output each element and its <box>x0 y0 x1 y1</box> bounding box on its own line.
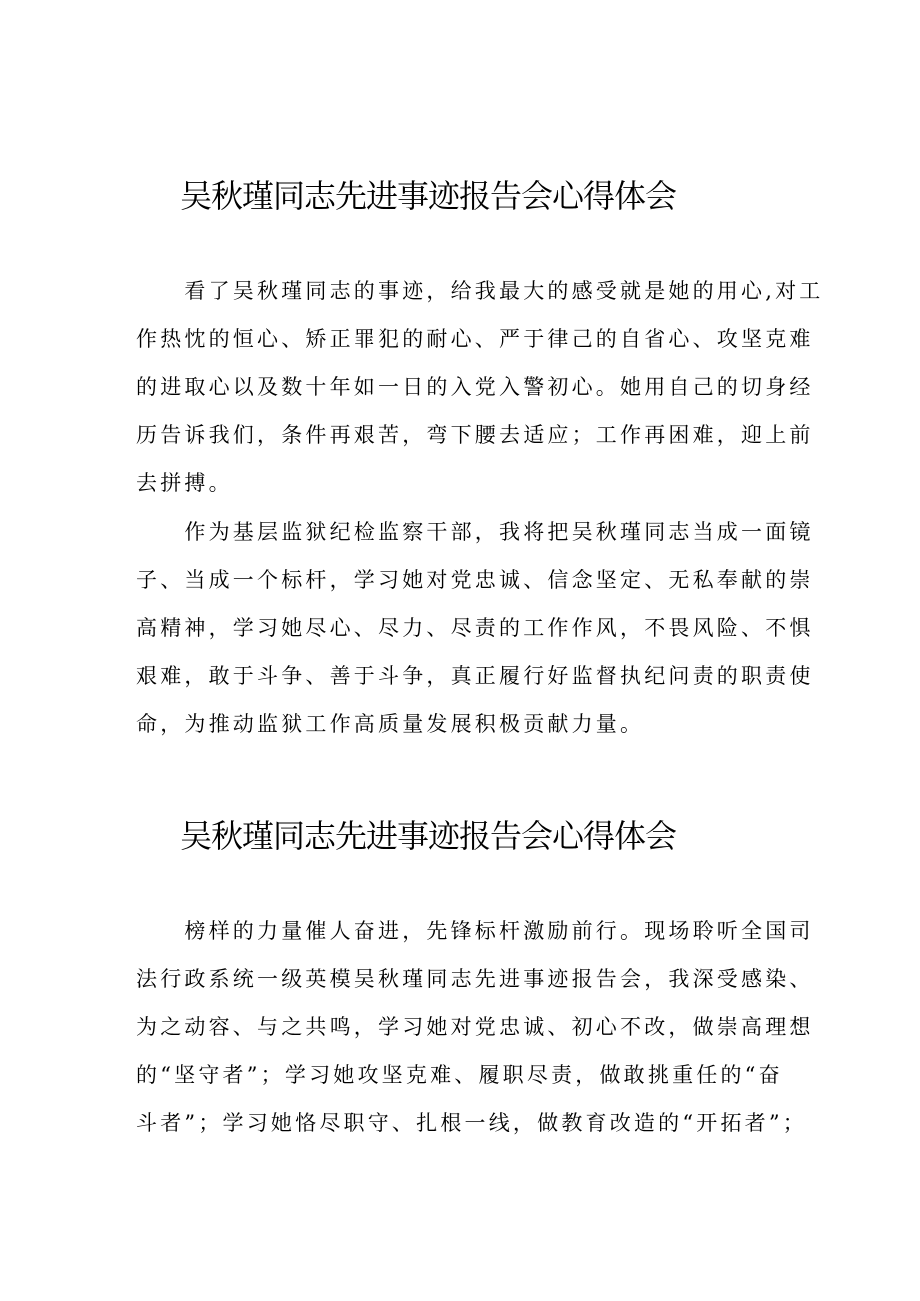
section-title: 吴秋瑾同志先进事迹报告会心得体会 <box>180 177 677 215</box>
text-line: 榜样的力量催人奋进，先锋标杆激励前行。现场聆听全国司 <box>136 919 814 943</box>
text-line: 为之动容、与之共鸣，学习她对党忠诚、初心不改，做崇高理想 <box>136 1015 814 1039</box>
text-line: 斗者”；学习她恪尽职守、扎根一线，做教育改造的“开拓者”； <box>136 1111 808 1135</box>
text-line: 作为基层监狱纪检监察干部，我将把吴秋瑾同志当成一面镜 <box>136 520 814 544</box>
text-line: 的“坚守者”；学习她攻坚克难、履职尽责，做敢挑重任的“奋 <box>136 1063 783 1087</box>
body-paragraph <box>136 508 814 748</box>
text-line: 历告诉我们，条件再艰苦，弯下腰去适应；工作再困难，迎上前 <box>136 423 814 447</box>
text-line: 子、当成一个标杆，学习她对党忠诚、信念坚定、无私奉献的崇 <box>136 568 814 592</box>
text-line: 看了吴秋瑾同志的事迹，给我最大的感受就是她的用心,对工 <box>136 279 824 303</box>
text-line: 作热忱的恒心、矫正罪犯的耐心、严于律己的自省心、攻坚克难 <box>136 327 814 351</box>
text-line: 艰难，敢于斗争、善于斗争，真正履行好监督执纪问责的职责使 <box>136 664 814 688</box>
text-line: 去拼搏。 <box>136 471 233 495</box>
body-paragraph <box>136 907 814 1147</box>
text-line: 命，为推动监狱工作高质量发展积极贡献力量。 <box>136 712 645 736</box>
section-title: 吴秋瑾同志先进事迹报告会心得体会 <box>180 817 677 855</box>
body-paragraph <box>136 267 824 507</box>
text-line: 高精神，学习她尽心、尽力、尽责的工作作风，不畏风险、不惧 <box>136 616 814 640</box>
text-line: 法行政系统一级英模吴秋瑾同志先进事迹报告会，我深受感染、 <box>136 967 814 991</box>
text-line: 的进取心以及数十年如一日的入党入警初心。她用自己的切身经 <box>136 375 814 399</box>
